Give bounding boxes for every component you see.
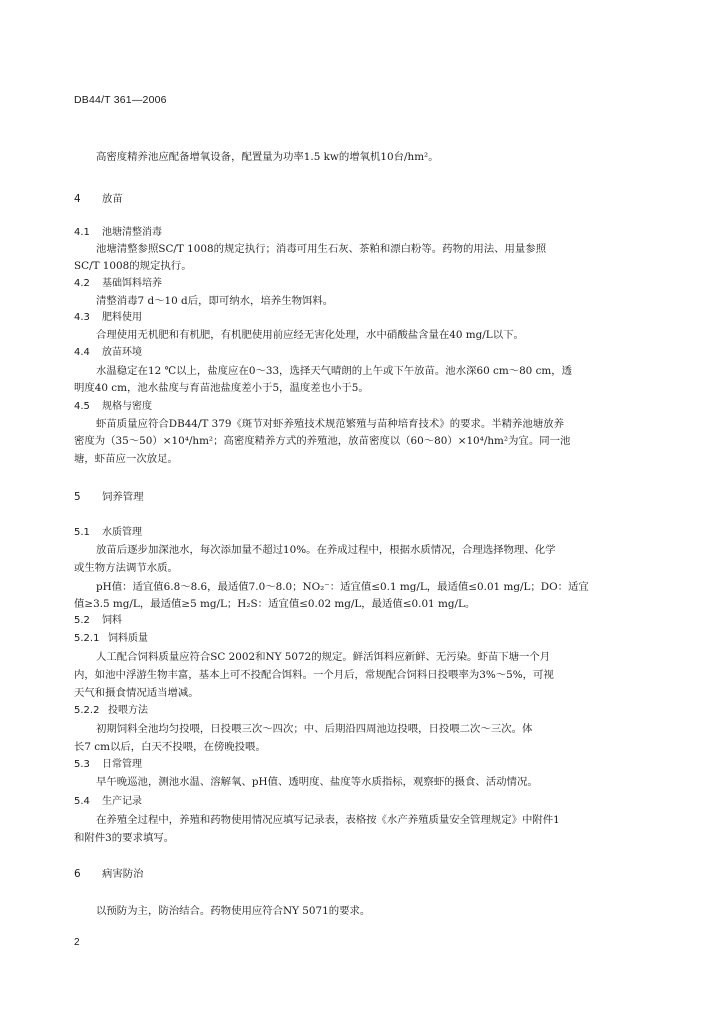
section-number: 5.3 bbox=[74, 759, 90, 770]
paragraph-line: 长7 cm以后，白天不投喂，在傍晚投喂。 bbox=[74, 741, 266, 753]
section-number: 4.3 bbox=[74, 312, 90, 323]
section-5-2-heading bbox=[74, 614, 122, 628]
paragraph-line: 和附件3的要求填写。 bbox=[74, 832, 175, 844]
paragraph-line: 密度为（35～50）×10⁴/hm²；高密度精养方式的养殖池，放苗密度以（60～80）×10⁴/hm²为宜。同一池 bbox=[74, 435, 571, 447]
page-number: 2 bbox=[74, 937, 80, 948]
paragraph-line: 清整消毒7 d～10 d后，即可纳水，培养生物饵料。 bbox=[96, 295, 334, 307]
paragraph-line: pH值：适宜值6.8～8.6，最适值7.0～8.0；NO₂⁻：适宜值≤0.1 mg/L，最适值≤0.01 mg/L；DO：适宜 bbox=[96, 581, 589, 593]
section-4-1-heading bbox=[74, 226, 162, 240]
section-4-5-heading bbox=[74, 400, 152, 414]
section-4-4-heading bbox=[74, 346, 142, 360]
paragraph-line: 值≥3.5 mg/L，最适值≥5 mg/L；H₂S：适宜值≤0.02 mg/L，最适值≤0.01 mg/L。 bbox=[74, 598, 476, 610]
section-number: 4.4 bbox=[74, 347, 90, 358]
paragraph-line: 初期饲料全池均匀投喂，日投喂三次～四次；中、后期沿四周池边投喂，日投喂二次～三次。体 bbox=[96, 723, 533, 735]
section-number: 5.1 bbox=[74, 527, 90, 538]
section-title: 病害防治 bbox=[102, 868, 144, 880]
section-number: 5 bbox=[74, 491, 81, 503]
section-title: 水质管理 bbox=[102, 527, 142, 538]
section-number: 5.2.1 bbox=[74, 633, 100, 644]
section-4-3-heading bbox=[74, 311, 142, 325]
section-5-3-heading bbox=[74, 758, 142, 772]
section-4-2-heading bbox=[74, 277, 162, 291]
section-5-1-heading bbox=[74, 526, 142, 540]
section-number: 5.4 bbox=[74, 796, 90, 807]
paragraph-line: 天气和摄食情况适当增减。 bbox=[74, 687, 199, 699]
paragraph-line: SC/T 1008的规定执行。 bbox=[74, 260, 192, 272]
section-5-2-2-heading bbox=[74, 704, 148, 718]
intro-paragraph-line: 高密度精养池应配备增氧设备，配置量为功率1.5 kw的增氧机10台/hm²。 bbox=[96, 151, 439, 163]
section-title: 放苗 bbox=[102, 193, 123, 205]
section-title: 基础饵料培养 bbox=[102, 278, 162, 289]
section-title: 规格与密度 bbox=[102, 401, 152, 412]
paragraph-line: 合理使用无机肥和有机肥，有机肥使用前应经无害化处理，水中硝酸盐含量在40 mg/L以下。 bbox=[96, 329, 524, 341]
section-title: 饲养管理 bbox=[102, 491, 144, 503]
section-5-2-1-heading bbox=[74, 632, 148, 646]
paragraph-line: 以预防为主，防治结合。药物使用应符合NY 5071的要求。 bbox=[96, 905, 371, 917]
section-number: 5.2.2 bbox=[74, 705, 100, 716]
section-number: 6 bbox=[74, 868, 81, 880]
paragraph-line: 或生物方法调节水质。 bbox=[74, 562, 178, 574]
paragraph-line: 塘，虾苗应一次放足。 bbox=[74, 453, 178, 465]
paragraph-line: 人工配合饲料质量应符合SC 2002和NY 5072的规定。鲜活饵料应新鲜、无污染。虾苗下塘一个月 bbox=[96, 651, 551, 663]
paragraph-line: 放苗后逐步加深池水，每次添加量不超过10%。在养成过程中，根据水质情况，合理选择物理、化学 bbox=[96, 544, 556, 556]
paragraph-line: 虾苗质量应符合DB44/T 379《斑节对虾养殖技术规范繁殖与苗种培育技术》的要求。半精养池塘放养 bbox=[96, 418, 564, 430]
section-title: 投喂方法 bbox=[108, 705, 148, 716]
section-5-heading bbox=[74, 490, 144, 504]
section-4-heading bbox=[74, 192, 123, 206]
section-title: 饲料 bbox=[102, 615, 122, 626]
document-id-header: DB44/T 361—2006 bbox=[74, 94, 167, 106]
paragraph-line: 内，如池中浮游生物丰富，基本上可不投配合饵料。一个月后，常规配合饲料日投喂率为3%～5%，可视 bbox=[74, 669, 554, 681]
paragraph-line: 明度40 cm，池水盐度与育苗池盐度差小于5，温度差也小于5。 bbox=[74, 382, 369, 394]
section-title: 饲料质量 bbox=[108, 633, 148, 644]
section-number: 5.2 bbox=[74, 615, 90, 626]
section-5-4-heading bbox=[74, 795, 142, 809]
section-number: 4 bbox=[74, 193, 81, 205]
section-title: 肥料使用 bbox=[102, 312, 142, 323]
paragraph-line: 早午晚巡池，测池水温、溶解氧、pH值、透明度、盐度等水质指标，观察虾的摄食、活动情况。 bbox=[96, 776, 538, 788]
section-number: 4.1 bbox=[74, 227, 90, 238]
paragraph-line: 在养殖全过程中，养殖和药物使用情况应填写记录表，表格按《水产养殖质量安全管理规定》中附件1 bbox=[96, 814, 560, 826]
section-title: 日常管理 bbox=[102, 759, 142, 770]
section-title: 放苗环境 bbox=[102, 347, 142, 358]
section-title: 生产记录 bbox=[102, 796, 142, 807]
section-number: 4.5 bbox=[74, 401, 90, 412]
section-6-heading bbox=[74, 867, 144, 881]
paragraph-line: 水温稳定在12 ℃以上，盐度应在0～33，选择天气晴朗的上午或下午放苗。池水深60 cm～80 cm，透 bbox=[96, 365, 573, 377]
paragraph-line: 池塘清整参照SC/T 1008的规定执行；消毒可用生石灰、茶粕和漂白粉等。药物的用法、用量参照 bbox=[96, 243, 547, 255]
section-number: 4.2 bbox=[74, 278, 90, 289]
section-title: 池塘清整消毒 bbox=[102, 227, 162, 238]
